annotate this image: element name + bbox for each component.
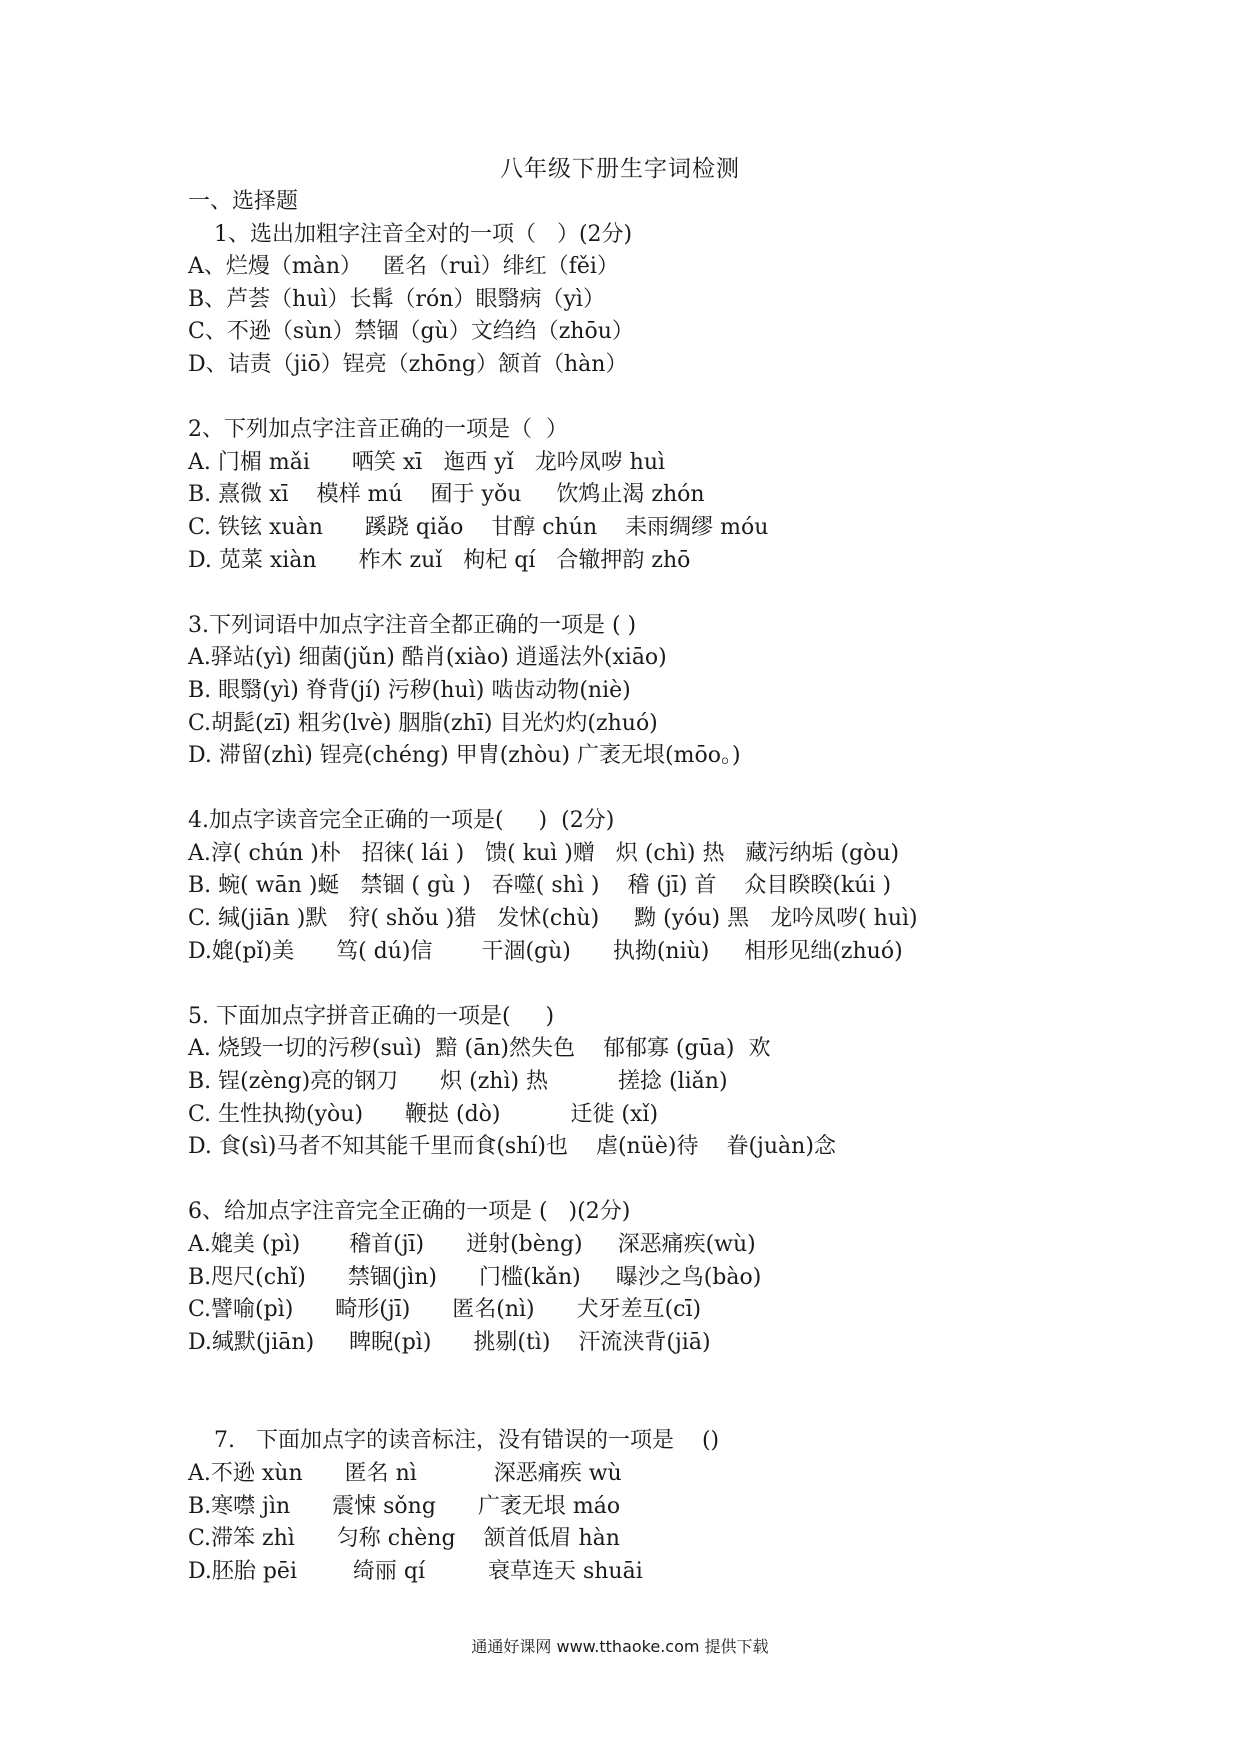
option-b: B. 蜿( wān )蜒 禁锢 ( gù ) 吞噬( shì ) 稽 (jī) 首 众目睽睽(kúi ): [188, 873, 892, 899]
question-stem: 1、选出加粗字注音全对的一项（ ）(2分): [214, 221, 633, 247]
option-d: D、诘责（jiō）锃亮（zhōng）颔首（hàn）: [188, 351, 628, 377]
option-a: A.不逊 xùn 匿名 nì 深恶痛疾 wù: [188, 1460, 622, 1486]
question-stem: 6、给加点字注音完全正确的一项是 ( )(2分): [188, 1199, 631, 1225]
option-a: A、烂熳（màn） 匿名（ruì）绯红（fěi）: [188, 254, 619, 280]
question-3: [188, 610, 1088, 773]
question-stem: 5. 下面加点字拼音正确的一项是( ): [188, 1003, 555, 1029]
option-b: B.咫尺(chǐ) 禁锢(jìn) 门槛(kǎn) 曝沙之鸟(bào): [188, 1264, 762, 1290]
option-a: A. 门楣 mǎi 哂笑 xī 迤西 yǐ 龙吟凤哕 huì: [188, 449, 666, 475]
option-c: C、不逊（sùn）禁锢（gù）文绉绉（zhōu）: [188, 319, 634, 345]
question-stem: 3.下列词语中加点字注音全都正确的一项是 ( ): [188, 612, 637, 638]
question-list: [188, 186, 1088, 1588]
question-7: [188, 1425, 1088, 1588]
question-2: [188, 414, 1088, 577]
option-c: C. 铁铉 xuàn 蹊跷 qiǎo 甘醇 chún 耒雨绸缪 móu: [188, 514, 769, 540]
option-c: C. 生性执拗(yòu) 鞭挞 (dò) 迁徙 (xǐ): [188, 1101, 659, 1127]
section-heading: 一、选择题: [188, 189, 299, 214]
question-4: [188, 805, 1088, 968]
option-c: C.譬喻(pì) 畸形(jī) 匿名(nì) 犬牙差互(cī): [188, 1297, 702, 1323]
question-stem: 4.加点字读音完全正确的一项是( ) (2分): [188, 808, 615, 834]
option-a: A.媲美 (pì) 稽首(jī) 迸射(bèng) 深恶痛疾(wù): [188, 1232, 756, 1257]
footer-download-note: 通通好课网 www.tthaoke.com 提供下载: [471, 1637, 769, 1656]
option-a: A. 烧毁一切的污秽(suì) 黯 (ān)然失色 郁郁寡 (gūa) 欢: [188, 1036, 771, 1062]
option-d: D. 滞留(zhì) 锃亮(chéng) 甲胄(zhòu) 广袤无垠(mōo。): [188, 743, 741, 769]
option-d: D. 食(sì)马者不知其能千里而食(shí)也 虐(nüè)待 眷(juàn)念: [188, 1134, 836, 1160]
option-b: B.寒噤 jìn 震悚 sǒng 广袤无垠 máo: [188, 1493, 621, 1519]
option-c: C. 缄(jiān )默 狩( shǒu )猎 发怵(chù) 黝 (yóu) 黑 龙吟凤哕( huì): [188, 906, 918, 932]
question-stem: 2、下列加点字注音正确的一项是（ ）: [188, 417, 568, 443]
question-6: [188, 1196, 1088, 1359]
option-b: B、芦荟（huì）长髯（rón）眼翳病（yì）: [188, 286, 605, 312]
question-5: [188, 1001, 1088, 1164]
option-d: D. 苋菜 xiàn 柞木 zuǐ 枸杞 qí 合辙押韵 zhō: [188, 547, 691, 573]
question-1: [188, 219, 1088, 382]
page-title: 八年级下册生字词检测: [500, 156, 740, 182]
option-a: A.淳( chún )朴 招徕( lái ) 馈( kuì )赠 炽 (chì) 热 藏污纳垢 (gòu): [188, 840, 900, 866]
option-b: B. 锃(zèng)亮的钢刀 炽 (zhì) 热 搓捻 (liǎn): [188, 1069, 728, 1095]
option-a: A.驿站(yì) 细菌(jǔn) 酷肖(xiào) 逍遥法外(xiāo): [188, 645, 667, 671]
option-c: C.滞笨 zhì 匀称 chèng 颔首低眉 hàn: [188, 1526, 620, 1552]
option-c: C.胡髭(zī) 粗劣(lvè) 胭脂(zhī) 目光灼灼(zhuó): [188, 710, 658, 736]
option-b: B. 熹微 xī 模样 mú 囿于 yǒu 饮鸩止渴 zhón: [188, 482, 705, 508]
option-d: D.胚胎 pēi 绮丽 qí 衰草连天 shuāi: [188, 1558, 643, 1584]
question-stem: 7. 下面加点字的读音标注，没有错误的一项是 (): [214, 1428, 720, 1454]
option-d: D.缄默(jiān) 睥睨(pì) 挑剔(tì) 汗流浃背(jiā): [188, 1329, 711, 1355]
option-d: D.媲(pǐ)美 笃( dú)信 干涸(gù) 执拗(niù) 相形见绌(zhuó): [188, 938, 903, 964]
option-b: B. 眼翳(yì) 脊背(jí) 污秽(huì) 啮齿动物(niè): [188, 677, 631, 703]
